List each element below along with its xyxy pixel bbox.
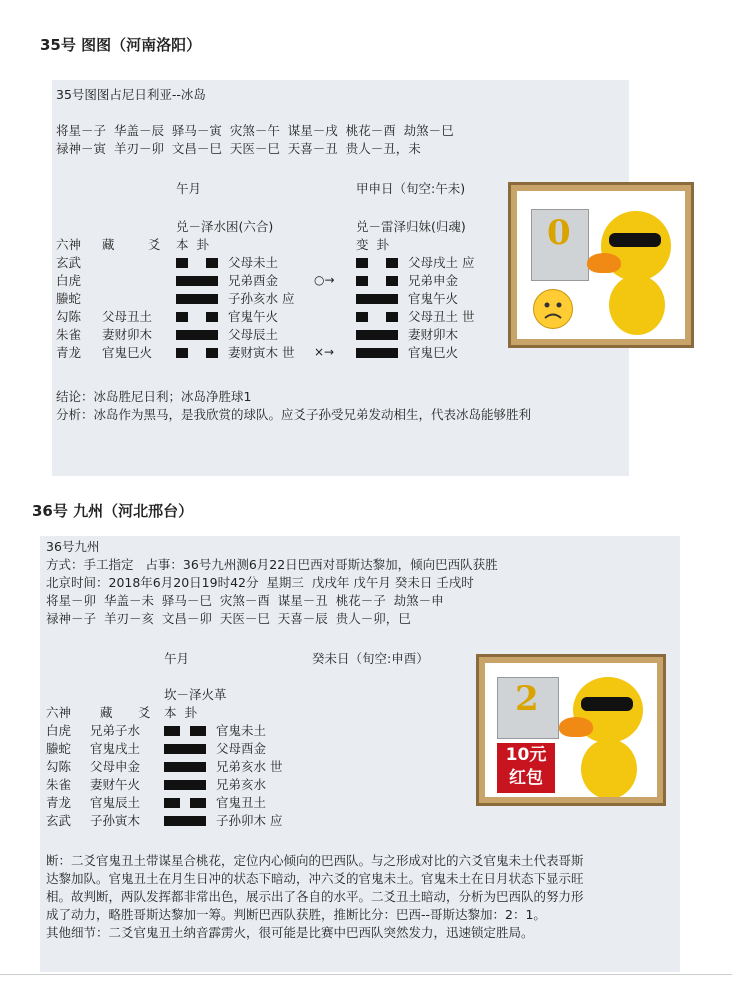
conclusion: 结论：冰岛胜尼日利；冰岛净胜球1 <box>56 389 252 404</box>
bian-yao-text: 官鬼午火 <box>408 291 459 306</box>
record-title: 36号九州 <box>46 539 100 554</box>
yin-line <box>164 794 212 812</box>
cang-text: 妻财午火 <box>90 777 141 792</box>
bottom-divider <box>0 974 732 975</box>
bian-yao-text: 兄弟申金 <box>408 273 459 288</box>
day-label: 甲申日（旬空:午未) <box>356 181 466 196</box>
moving-mark: ○→ <box>314 273 335 287</box>
cang-text: 妻财卯木 <box>102 327 153 342</box>
sad-face-icon <box>533 289 573 329</box>
cang-text: 官鬼辰土 <box>90 795 141 810</box>
yang-line <box>356 344 402 362</box>
shensha-line-2: 禄神－寅 羊刃－卯 文昌－巳 天医－巳 天喜－丑 贵人－丑，未 <box>56 141 421 156</box>
col-ben: 本 卦 <box>164 705 197 720</box>
sunglasses <box>581 697 633 711</box>
other-details: 其他细节：二爻官鬼丑土纳音霹雳火，很可能是比赛中巴西队突然发力，迅速锁定胜局。 <box>46 925 534 940</box>
col-yao: 爻 <box>148 237 161 252</box>
judgement-line-4: 成了动力，略胜哥斯达黎加一筹。判断巴西队获胜，推断比分：巴西--哥斯达黎加：2：1。 <box>46 907 546 922</box>
yin-line <box>356 254 402 272</box>
liushen: 青龙 <box>56 345 82 360</box>
liushen: 白虎 <box>46 723 72 738</box>
col-ben: 本 卦 <box>176 237 209 252</box>
yang-line <box>176 290 222 308</box>
judgement-line-2: 达黎加队。官鬼丑土在月生日冲的状态下暗动，冲六爻的官鬼未土。官鬼未土在日月状态下显示旺 <box>46 871 584 886</box>
red-envelope-label: 红包 <box>509 768 543 788</box>
red-envelope-amount: 10元 <box>505 745 547 765</box>
duck-body <box>581 739 637 797</box>
ben-yao-text: 妻财寅木 世 <box>228 345 295 360</box>
section-36-heading: 36号 九州（河北邢台） <box>32 502 194 520</box>
sunglasses <box>609 233 661 247</box>
moving-mark: ×→ <box>314 345 335 359</box>
liushen: 玄武 <box>56 255 82 270</box>
day-label: 癸未日（旬空:申酉） <box>312 651 429 666</box>
record-title: 35号图图占尼日利亚--冰岛 <box>56 87 206 102</box>
month-label: 午月 <box>176 181 202 196</box>
yin-line <box>176 308 222 326</box>
method-line: 方式：手工指定 占事：36号九州测6月22日巴西对哥斯达黎加，倾向巴西队获胜 <box>46 557 498 572</box>
bian-gua-name: 兑－雷泽归妹(归魂) <box>356 219 466 234</box>
cang-text: 兄弟子水 <box>90 723 141 738</box>
ben-yao-text: 兄弟酉金 <box>228 273 279 288</box>
red-envelope-badge <box>495 741 557 795</box>
liushen: 白虎 <box>56 273 82 288</box>
yang-line <box>176 326 222 344</box>
col-bian: 变 卦 <box>356 237 389 252</box>
yang-line <box>356 326 402 344</box>
yin-line <box>356 272 402 290</box>
cang-text: 官鬼巳火 <box>102 345 153 360</box>
yang-line <box>176 272 222 290</box>
yin-line <box>176 254 222 272</box>
liushen: 勾陈 <box>46 759 72 774</box>
yang-line <box>164 758 212 776</box>
sign-number: 2 <box>515 679 539 719</box>
duck-sign-image-0 <box>508 182 694 348</box>
yin-line <box>164 722 212 740</box>
hexagram-row <box>40 812 680 830</box>
liushen: 朱雀 <box>56 327 82 342</box>
col-cang: 藏 <box>100 705 113 720</box>
gua-name: 坎－泽火革 <box>164 687 227 702</box>
analysis: 分析：冰岛作为黑马，是我欣赏的球队。应爻子孙受兄弟发动相生，代表冰岛能够胜利 <box>56 407 532 422</box>
ben-yao-text: 子孙卯木 应 <box>216 813 283 828</box>
col-liushen: 六神 <box>56 237 82 252</box>
ben-yao-text: 官鬼未土 <box>216 723 267 738</box>
ben-yao-text: 父母未土 <box>228 255 279 270</box>
judgement-line-1: 断：二爻官鬼丑土带谋星合桃花，定位内心倾向的巴西队。与之形成对比的六爻官鬼未土代表哥斯 <box>46 853 584 868</box>
yin-line <box>356 308 402 326</box>
liushen: 螣蛇 <box>46 741 72 756</box>
cang-text: 父母丑土 <box>102 309 153 324</box>
duck-sign-image-2 <box>476 654 666 806</box>
cang-text: 子孙寅木 <box>90 813 141 828</box>
ben-yao-text: 父母辰土 <box>228 327 279 342</box>
yang-line <box>164 812 212 830</box>
shensha-line-1: 将星－子 华盖－辰 驿马－寅 灾煞－午 谋星－戌 桃花－酉 劫煞－巳 <box>56 123 454 138</box>
ben-yao-text: 兄弟亥水 <box>216 777 267 792</box>
month-label: 午月 <box>164 651 190 666</box>
liushen: 玄武 <box>46 813 72 828</box>
yang-line <box>164 776 212 794</box>
bian-yao-text: 父母戌土 应 <box>408 255 475 270</box>
bian-yao-text: 妻财卯木 <box>408 327 459 342</box>
yin-line <box>176 344 222 362</box>
liushen: 青龙 <box>46 795 72 810</box>
sign-number: 0 <box>547 213 571 253</box>
image-content <box>485 663 657 797</box>
col-cang: 藏 <box>102 237 115 252</box>
ben-yao-text: 官鬼丑土 <box>216 795 267 810</box>
time-line: 北京时间：2018年6月20日19时42分 星期三 戊戌年 戊午月 癸未日 壬戌时 <box>46 575 474 590</box>
section-35-heading: 35号 图图（河南洛阳） <box>40 36 202 54</box>
shensha-line-2: 禄神－子 羊刃－亥 文昌－卯 天医－巳 天喜－辰 贵人－卯，巳 <box>46 611 411 626</box>
image-content <box>517 191 685 339</box>
col-yao: 爻 <box>138 705 151 720</box>
beak <box>559 717 593 737</box>
shensha-line-1: 将星－卯 华盖－未 驿马－巳 灾煞－酉 谋星－丑 桃花－子 劫煞－申 <box>46 593 444 608</box>
bian-yao-text: 官鬼巳火 <box>408 345 459 360</box>
ben-yao-text: 子孙亥水 应 <box>228 291 295 306</box>
cang-text: 父母申金 <box>90 759 141 774</box>
ben-gua-name: 兑－泽水困(六合) <box>176 219 274 234</box>
liushen: 朱雀 <box>46 777 72 792</box>
yang-line <box>356 290 402 308</box>
liushen: 螣蛇 <box>56 291 82 306</box>
beak <box>587 253 621 273</box>
ben-yao-text: 父母酉金 <box>216 741 267 756</box>
cang-text: 官鬼戌土 <box>90 741 141 756</box>
yang-line <box>164 740 212 758</box>
judgement-line-3: 相。故判断，两队发挥都非常出色，展示出了各自的水平。二爻丑土暗动，分析为巴西队的努力形 <box>46 889 584 904</box>
ben-yao-text: 兄弟亥水 世 <box>216 759 283 774</box>
liushen: 勾陈 <box>56 309 82 324</box>
col-liushen: 六神 <box>46 705 72 720</box>
ben-yao-text: 官鬼午火 <box>228 309 279 324</box>
bian-yao-text: 父母丑土 世 <box>408 309 475 324</box>
duck-body <box>609 275 665 335</box>
